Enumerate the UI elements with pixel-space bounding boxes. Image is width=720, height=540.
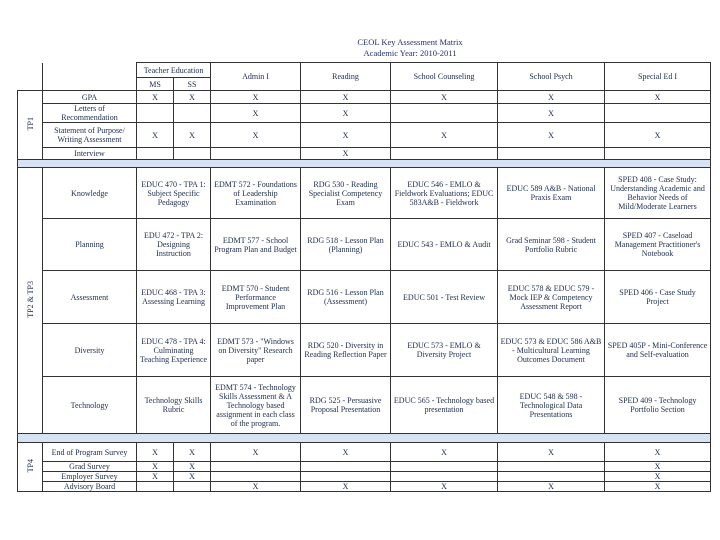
matrix-cell: X bbox=[137, 91, 174, 104]
matrix-cell: EDMT 574 - Technology Skills Assessment & A Technology based assignment in each class of the program. bbox=[211, 377, 301, 434]
section-label-tp1: TP1 bbox=[18, 91, 43, 160]
matrix-cell: EDUC 573 - EMLO & Diversity Project bbox=[391, 324, 498, 377]
document-title bbox=[0, 37, 720, 59]
matrix-cell: X bbox=[498, 482, 605, 492]
matrix-cell bbox=[301, 462, 391, 472]
matrix-cell: RDG 516 - Lesson Plan (Assessment) bbox=[301, 271, 391, 324]
header-program: Special Ed I bbox=[605, 63, 711, 91]
table-row bbox=[18, 148, 711, 160]
matrix-cell: X bbox=[605, 123, 711, 148]
matrix-cell: X bbox=[301, 148, 391, 160]
matrix-cell: X bbox=[301, 443, 391, 462]
header-blank bbox=[43, 63, 137, 91]
row-label: Interview bbox=[43, 148, 137, 160]
header-program: Admin I bbox=[211, 63, 301, 91]
matrix-cell: X bbox=[498, 91, 605, 104]
header-program: Reading bbox=[301, 63, 391, 91]
row-label: Assessment bbox=[43, 271, 137, 324]
matrix-cell bbox=[605, 104, 711, 123]
matrix-cell bbox=[137, 148, 174, 160]
matrix-cell bbox=[498, 472, 605, 482]
matrix-cell: RDG 520 - Diversity in Reading Reflection Paper bbox=[301, 324, 391, 377]
row-label: Letters of Recommendation bbox=[43, 104, 137, 123]
row-label: Planning bbox=[43, 219, 137, 271]
matrix-cell: X bbox=[211, 104, 301, 123]
row-label: Grad Survey bbox=[43, 462, 137, 472]
matrix-cell: EDUC 478 - TPA 4: Culminating Teaching Experience bbox=[137, 324, 211, 377]
matrix-cell bbox=[391, 462, 498, 472]
row-label: End of Program Survey bbox=[43, 443, 137, 462]
matrix-cell bbox=[174, 148, 211, 160]
matrix-cell: X bbox=[391, 123, 498, 148]
matrix-cell bbox=[391, 472, 498, 482]
table-row bbox=[18, 271, 711, 324]
matrix-cell: X bbox=[174, 472, 211, 482]
matrix-cell: EDU 472 - TPA 2: Designing Instruction bbox=[137, 219, 211, 271]
table-row bbox=[18, 324, 711, 377]
table-row bbox=[18, 123, 711, 148]
row-label: Statement of Purpose/ Writing Assessment bbox=[43, 123, 137, 148]
matrix-cell: X bbox=[301, 91, 391, 104]
row-label: Diversity bbox=[43, 324, 137, 377]
section-label-tp23: TP2 & TP3 bbox=[18, 168, 43, 434]
matrix-cell: EDUC 546 - EMLO & Fieldwork Evaluations; EDUC 583A&B - Fieldwork bbox=[391, 168, 498, 219]
title-line-1: CEOL Key Assessment Matrix bbox=[357, 37, 463, 47]
matrix-cell: EDMT 577 - School Program Plan and Budget bbox=[211, 219, 301, 271]
matrix-cell bbox=[211, 472, 301, 482]
section-divider bbox=[18, 434, 711, 443]
matrix-cell bbox=[391, 104, 498, 123]
header-program: School Psych bbox=[498, 63, 605, 91]
matrix-cell: SPED 409 - Technology Portfolio Section bbox=[605, 377, 711, 434]
matrix-cell bbox=[498, 462, 605, 472]
matrix-cell: X bbox=[391, 443, 498, 462]
matrix-cell: EDUC 548 & 598 - Technological Data Presentations bbox=[498, 377, 605, 434]
table-row bbox=[18, 443, 711, 462]
row-label: Technology bbox=[43, 377, 137, 434]
matrix-cell: EDUC 589 A&B - National Praxis Exam bbox=[498, 168, 605, 219]
matrix-cell: X bbox=[301, 482, 391, 492]
table-row bbox=[18, 462, 711, 472]
matrix-cell: X bbox=[498, 104, 605, 123]
section-label-tp4: TP4 bbox=[18, 443, 43, 492]
matrix-cell: X bbox=[137, 462, 174, 472]
matrix-cell: EDUC 578 & EDUC 579 - Mock IEP & Competency Assessment Report bbox=[498, 271, 605, 324]
matrix-cell bbox=[137, 482, 174, 492]
matrix-cell: EDUC 501 - Test Review bbox=[391, 271, 498, 324]
matrix-cell: X bbox=[498, 443, 605, 462]
matrix-cell: X bbox=[137, 472, 174, 482]
matrix-cell bbox=[211, 148, 301, 160]
matrix-cell: X bbox=[391, 91, 498, 104]
matrix-cell: X bbox=[498, 123, 605, 148]
table-row bbox=[18, 104, 711, 123]
matrix-cell: X bbox=[391, 482, 498, 492]
matrix-cell: X bbox=[174, 443, 211, 462]
header-teacher-education: Teacher Education bbox=[137, 63, 211, 78]
matrix-cell bbox=[137, 104, 174, 123]
matrix-cell: X bbox=[211, 482, 301, 492]
matrix-cell: EDUC 573 & EDUC 586 A&B - Multicultural Learning Outcomes Document bbox=[498, 324, 605, 377]
matrix-cell bbox=[174, 482, 211, 492]
row-label: GPA bbox=[43, 91, 137, 104]
matrix-cell bbox=[498, 148, 605, 160]
matrix-cell: X bbox=[211, 123, 301, 148]
table-row bbox=[18, 377, 711, 434]
matrix-cell: X bbox=[174, 91, 211, 104]
matrix-cell: X bbox=[137, 123, 174, 148]
matrix-cell: SPED 407 - Caseload Management Practitioner's Notebook bbox=[605, 219, 711, 271]
table-row bbox=[18, 482, 711, 492]
matrix-cell: EDMT 573 - "Windows on Diversity" Research paper bbox=[211, 324, 301, 377]
matrix-cell bbox=[391, 148, 498, 160]
matrix-cell bbox=[211, 462, 301, 472]
matrix-cell: X bbox=[605, 91, 711, 104]
matrix-cell: X bbox=[211, 91, 301, 104]
matrix-cell: X bbox=[605, 482, 711, 492]
matrix-cell: X bbox=[301, 104, 391, 123]
matrix-cell: X bbox=[211, 443, 301, 462]
matrix-cell: EDUC 470 - TPA 1: Subject Specific Pedagogy bbox=[137, 168, 211, 219]
matrix-cell: SPED 408 - Case Study: Understanding Academic and Behavior Needs of Mild/Moderate Learners bbox=[605, 168, 711, 219]
matrix-cell: SPED 406 - Case Study Project bbox=[605, 271, 711, 324]
row-label: Advisory Board bbox=[43, 482, 137, 492]
header-ss: SS bbox=[174, 78, 211, 91]
matrix-cell: X bbox=[174, 462, 211, 472]
matrix-cell: SPED 405P - Mini-Conference and Self-evaluation bbox=[605, 324, 711, 377]
matrix-cell: RDG 525 - Persuasive Proposal Presentation bbox=[301, 377, 391, 434]
matrix-cell: EDUC 565 - Technology based presentation bbox=[391, 377, 498, 434]
matrix-cell: EDUC 468 - TPA 3: Assessing Learning bbox=[137, 271, 211, 324]
matrix-cell: X bbox=[174, 123, 211, 148]
table-row bbox=[18, 168, 711, 219]
title-line-2: Academic Year: 2010-2011 bbox=[363, 48, 457, 58]
matrix-cell: X bbox=[605, 472, 711, 482]
matrix-cell: X bbox=[301, 123, 391, 148]
header-row-top bbox=[18, 63, 711, 78]
matrix-cell: X bbox=[605, 462, 711, 472]
row-label: Knowledge bbox=[43, 168, 137, 219]
row-label: Employer Survey bbox=[43, 472, 137, 482]
table-row bbox=[18, 472, 711, 482]
matrix-cell: X bbox=[137, 443, 174, 462]
matrix-cell: EDUC 543 - EMLO & Audit bbox=[391, 219, 498, 271]
matrix-cell bbox=[301, 472, 391, 482]
matrix-cell: Technology Skills Rubric bbox=[137, 377, 211, 434]
assessment-matrix-table bbox=[17, 62, 711, 492]
matrix-cell: X bbox=[605, 443, 711, 462]
matrix-cell: Grad Seminar 598 - Student Portfolio Rubric bbox=[498, 219, 605, 271]
header-ms: MS bbox=[137, 78, 174, 91]
table-row bbox=[18, 91, 711, 104]
header-corner bbox=[18, 63, 43, 91]
matrix-cell: RDG 530 - Reading Specialist Competency Exam bbox=[301, 168, 391, 219]
matrix-cell: RDG 518 - Lesson Plan (Planning) bbox=[301, 219, 391, 271]
matrix-cell bbox=[174, 104, 211, 123]
header-program: School Counseling bbox=[391, 63, 498, 91]
matrix-cell bbox=[605, 148, 711, 160]
matrix-cell: EDMT 572 - Foundations of Leadership Examination bbox=[211, 168, 301, 219]
table-row bbox=[18, 219, 711, 271]
section-divider bbox=[18, 160, 711, 168]
matrix-cell: EDMT 570 - Student Performance Improvement Plan bbox=[211, 271, 301, 324]
